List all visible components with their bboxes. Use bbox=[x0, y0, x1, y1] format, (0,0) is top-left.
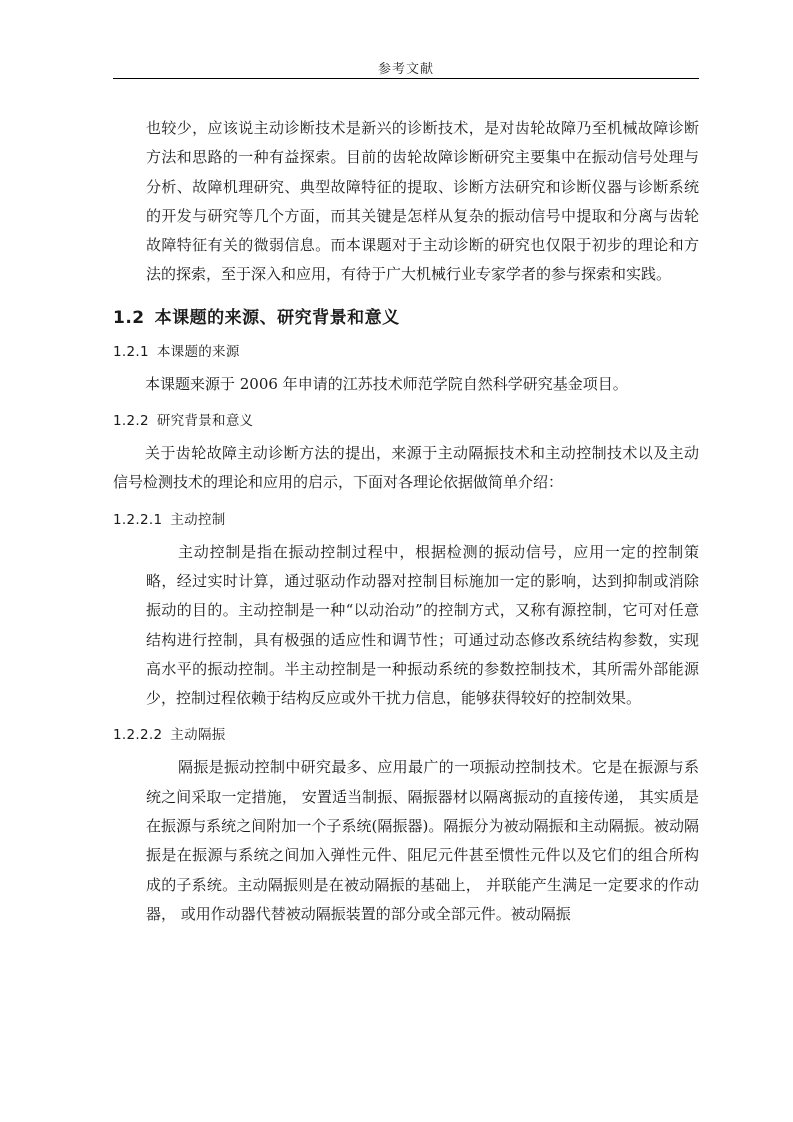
source-paragraph: 本课题来源于 2006 年申请的江苏技术师范学院自然科学研究基金项目。 bbox=[145, 374, 628, 393]
active-control-paragraph: 主动控制是指在振动控制过程中，根据检测的振动信号，应用一定的控制策略，经过实时计算，通过驱动作动器对控制目标施加一定的影响，达到抑制或消除振动的目的。主动控制是一种“以动治动”的控制方式，又称有源控制，它可对任意结构进行控制，具有极强的适应性和调节性；可通过动态修改系统结构参数，实现高水平的振动控制。半主动控制是一种振动系统的参数控制技术，其所需外部能源少，控制过程依赖于结构反应或外干扰力信息，能够获得较好的控制效果。 bbox=[146, 542, 699, 708]
intro-paragraph: 也较少，应该说主动诊断技术是新兴的诊断技术，是对齿轮故障乃至机械故障诊断方法和思路的一种有益探索。目前的齿轮故障诊断研究主要集中在振动信号处理与分析、故障机理研究、典型故障特征的提取、诊断方法研究和诊断仪器与诊断系统的开发与研究等几个方面，而其关键是怎样从复杂的振动信号中提取和分离与齿轮故障特征有关的微弱信息。而本课题对于主动诊断的研究也仅限于初步的理论和方法的探索，至于深入和应用，有待于广大机械行业专家学者的参与探索和实践。 bbox=[146, 119, 699, 284]
subsection-number: 1.2.2 bbox=[113, 413, 149, 430]
subsubsection-heading-1-2-2-2 bbox=[113, 723, 699, 743]
active-isolation-paragraph: 隔振是振动控制中研究最多、应用最广的一项振动控制技术。它是在振源与系统之间采取一定措施， 安置适当制振、隔振器材以隔离振动的直接传递， 其实质是在振源与系统之间附加一个子系统(隔振器)。隔振分为被动隔振和主动隔振。被动隔振是在振源与系统之间加入弹性元件、阻尼元件甚至惯性元件以及它们的组合所构成的子系统。主动隔振则是在被动隔振的基础上， 并联能产生满足一定要求的作动器， 或用作动器代替被动隔振装置的部分或全部元件。被动隔振 bbox=[146, 758, 699, 923]
subsection-title: 研究背景和意义 bbox=[156, 413, 254, 430]
subsubsection-title: 主动控制 bbox=[170, 511, 226, 528]
section-number: 1.2 bbox=[113, 307, 145, 328]
section-title: 本课题的来源、研究背景和意义 bbox=[154, 307, 400, 328]
running-header: 参考文献 bbox=[377, 62, 434, 77]
subsubsection-heading-1-2-2-1 bbox=[113, 508, 699, 528]
subsection-title: 本课题的来源 bbox=[156, 343, 240, 360]
subsection-number: 1.2.1 bbox=[113, 343, 149, 360]
subsection-heading-1-2-2 bbox=[113, 409, 699, 429]
subsubsection-number: 1.2.2.1 bbox=[113, 511, 163, 528]
subsubsection-number: 1.2.2.2 bbox=[113, 727, 163, 744]
section-heading-1-2 bbox=[113, 303, 699, 328]
subsection-heading-1-2-1 bbox=[113, 340, 699, 360]
page-content bbox=[113, 114, 699, 929]
background-paragraph: 关于齿轮故障主动诊断方法的提出，来源于主动隔振技术和主动控制技术以及主动信号检测技术的理论和应用的启示，下面对各理论依据做简单介绍： bbox=[113, 444, 699, 492]
subsubsection-title: 主动隔振 bbox=[170, 727, 226, 744]
header-rule bbox=[113, 78, 699, 79]
